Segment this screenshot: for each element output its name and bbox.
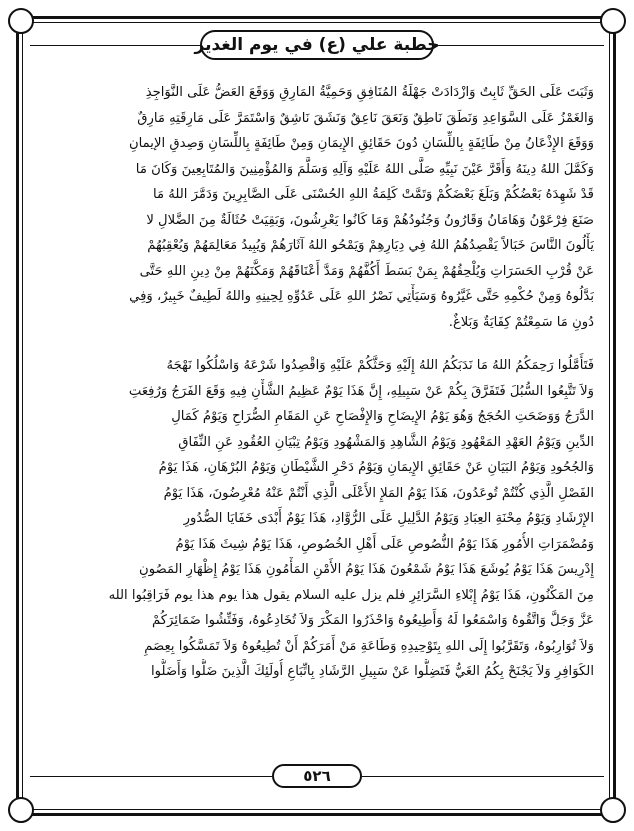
text-line: عَزَّ وَجَلَّ وَاتَّقُوهُ وَاسْمَعُوا لَهُ وَأَطِيعُوهُ وَاحْذَرُوا المَكْرَ وَلاَ تُخَادِعُوهُ، وَفَتِّشُوا ضَمَائِرَكُمْ <box>151 613 594 628</box>
text-line: بَدَّلُوهُ وَمِنْ حُكْمِهِ حَتَّى غَيَّرُوهُ وَسَيَأْتِي نَصْرُ اللهِ عَلَى عَدُوِّهِ لِحِينِهِ واللهُ لَطِيفٌ خَبِيرٌ، وَفِي <box>129 289 594 304</box>
footer-rule <box>30 776 272 777</box>
text-line: وَلاَ تَتَّبِعُوا السُّبُلَ فَتَفَرَّقَ بِكُمْ عَنْ سَبِيلِهِ، إِنَّ هَذَا يَوْمٌ عَظِيمُ الشَّأْنِ فِيهِ وَقَعَ الفَرَجُ وَرُفِعَتِ <box>128 383 594 399</box>
text-line: عَنْ قُرْبِ الحَسَرَاتِ وَيُلْحِقُهُمْ بِمَنْ بَسَطَ أَكُفَّهُمْ وَمَدَّ أَعْنَاقَهُمْ وَمَكَّنَهُمْ مِنْ دِينِ اللهِ حَتَّى <box>139 263 594 279</box>
text-line: وَثَبَتَ عَلَى الحَقِّ ثَابِتٌ وَازْدَادَتْ جَهْلَةُ المُنَافِقِ وَحَمِيَّةُ المَارِقِ وَوَقَعَ العَضُّ عَلَى النَّوَاجِذِ <box>145 85 594 100</box>
paragraph <box>40 80 594 335</box>
corner-ornament <box>600 8 626 34</box>
text-line: فَتَأَمَّلُوا رَحِمَكُمُ اللهُ مَا نَدَبَكُمُ اللهُ إِلَيْهِ وَحَثَّكُمْ عَلَيْهِ وَاقْصِدُوا شَرْعَهُ وَاسْلُكُوا نَهْجَهُ <box>166 358 594 373</box>
text-line: الفَصْلِ الَّذِي كُنْتُمْ تُوعَدُونَ، هَذَا يَوْمُ المَلإِ الأَعْلَى الَّذِي أَنْتُمْ عَنْهُ مُعْرِضُونَ، هَذَا يَوْمُ <box>163 485 594 501</box>
text-line: دُونِ مَا سَمِعْتُمْ كِفَايَةٌ وَبَلاغٌ. <box>448 314 594 330</box>
page-number: ٥٢٦ <box>303 767 331 785</box>
text-line: الدَّرَجُ وَوَضَحَتِ الحُجَجُ وَهُوَ يَوْمُ الإِيضَاحِ وَالإِفْصَاحِ عَنِ المَقَامِ الصُّرَاحِ وَيَوْمُ كَمَالِ <box>171 409 594 424</box>
paragraph-gap <box>40 335 594 353</box>
corner-ornament <box>600 797 626 823</box>
paragraph <box>40 353 594 685</box>
page-number-badge <box>272 764 362 788</box>
text-line: الدِّينِ وَيَوْمُ العَهْدِ المَعْهُودِ وَيَوْمُ الشَّاهِدِ وَالمَشْهُودِ وَيَوْمُ تِبْيَانِ العُقُودِ عَنِ النِّفَاقِ <box>178 434 594 450</box>
page-title: خطبة علي (ع) في يوم الغدير <box>194 35 440 55</box>
text-line: وَكَمَّلَ اللهُ دِينَهُ وَأَقَرَّ عَيْنَ نَبِيِّهِ صَلَّى اللهُ عَلَيْهِ وَآلِهِ وَسَلَّمَ وَالمُؤْمِنِينَ وَالمُتَابِعِينَ وَكَانَ مَا <box>135 161 594 177</box>
corner-ornament <box>8 8 34 34</box>
text-line: صَنَعَ فِرْعَوْنُ وَهَامَانُ وَقَارُونُ وَجُنُودُهُمْ وَمَا كَانُوا يَعْرِشُونَ، وَبَقِيَتْ حُثَالَةٌ مِنَ الضَّلالِ لا <box>146 212 594 228</box>
header-rule <box>434 45 604 46</box>
text-line: وَالغَمْزُ عَلَى السَّوَاعِدِ وَنَطَقَ نَاطِقٌ وَنَعَقَ نَاعِقٌ وَنَشَقَ نَاشِقٌ وَاسْتَمَرَّ عَلَى مَارِقَتِهِ مَارِقٌ <box>137 110 594 126</box>
corner-ornament <box>8 797 34 823</box>
body-text <box>40 80 594 685</box>
footer-rule <box>362 776 604 777</box>
text-line: مِنَ المَكْنُونِ، هَذَا يَوْمُ إِبْلاءِ السَّرَائِرِ فلم يزل عليه السلام يقول هذا يوم هذا يوم فَرَاقِبُوا الله <box>108 587 594 603</box>
text-line: يَأْلُونَ النَّاسَ خَبَالاً يَقْصِدُهُمُ اللهُ فِي دِيَارِهِمْ وَيَمْحُو اللهُ آثَارَهُمْ وَيُبِيدُ مَعَالِمَهُمْ وَيُعْقِبُهُمْ <box>147 238 594 253</box>
text-line: وَلاَ تُوَارِبُوهُ، وَتَقَرَّبُوا إِلَى اللهِ بِتَوْحِيدِهِ وَطَاعَةِ مَنْ أَمَرَكُمْ أَنْ تُطِيعُوهُ وَلاَ تَمَسَّكُوا بِعِصَمِ <box>144 638 594 654</box>
text-line: وَوَقَعَ الإِذْعَانُ مِنْ طَائِفَةٍ بِاللِّسَانِ دُونَ حَقَائِقِ الإِيمَانِ وَمِنْ طَائِفَةٍ بِاللِّسَانِ وَصِدقِ الإيمانِ <box>128 136 594 151</box>
header-banner <box>194 30 440 60</box>
text-line: قَدْ شَهِدَهُ بَعْضُكُمْ وَبَلَغَ بَعْضَكُمْ وَتَمَّتْ كَلِمَةُ اللهِ الحُسْنَى عَلَى الصَّابِرِينَ وَدَمَّرَ اللهُ مَا <box>153 187 594 202</box>
text-line: وَالجُحُودِ وَيَوْمُ البَيَانِ عَنْ حَقَائِقِ الإِيمَانِ وَيَوْمُ دَحْرِ الشَّيْطَانِ وَيَوْمُ البُرْهَانِ، هَذَا يَوْمُ <box>158 460 594 475</box>
text-line: الكَوَافِرِ وَلاَ يَجْنَحْ بِكُمُ الغَيُّ فَتَضِلُّوا عَنْ سَبِيلِ الرَّشَادِ بِاتِّبَاعِ أُولَئِكَ الَّذِينَ ضَلُّوا وَأَضَلُّوا <box>150 664 594 679</box>
text-line: الإِرْشَادِ وَيَوْمُ مِحْنَةِ العِبَادِ وَيَوْمُ الدَّلِيلِ عَلَى الرُّوَّادِ، هَذَا يَوْمٌ أَبْدَى خَفَايَا الصُّدُورِ <box>183 511 594 526</box>
header-rule <box>30 45 200 46</box>
text-line: إِدْرِيسَ هَذَا يَوْمُ يُوشَعَ هَذَا يَوْمُ شَمْعُونَ هَذَا يَوْمُ الأَمْنِ المَأْمُونِ هَذَا يَوْمُ إِظْهَارِ المَصُونِ <box>139 562 594 577</box>
text-line: وَمُضْمَرَاتِ الأُمُورِ هَذَا يَوْمُ النُّصُوصِ عَلَى أَهْلِ الخُصُوصِ، هَذَا يَوْمُ شِيثَ هَذَا يَوْمُ <box>175 536 594 552</box>
